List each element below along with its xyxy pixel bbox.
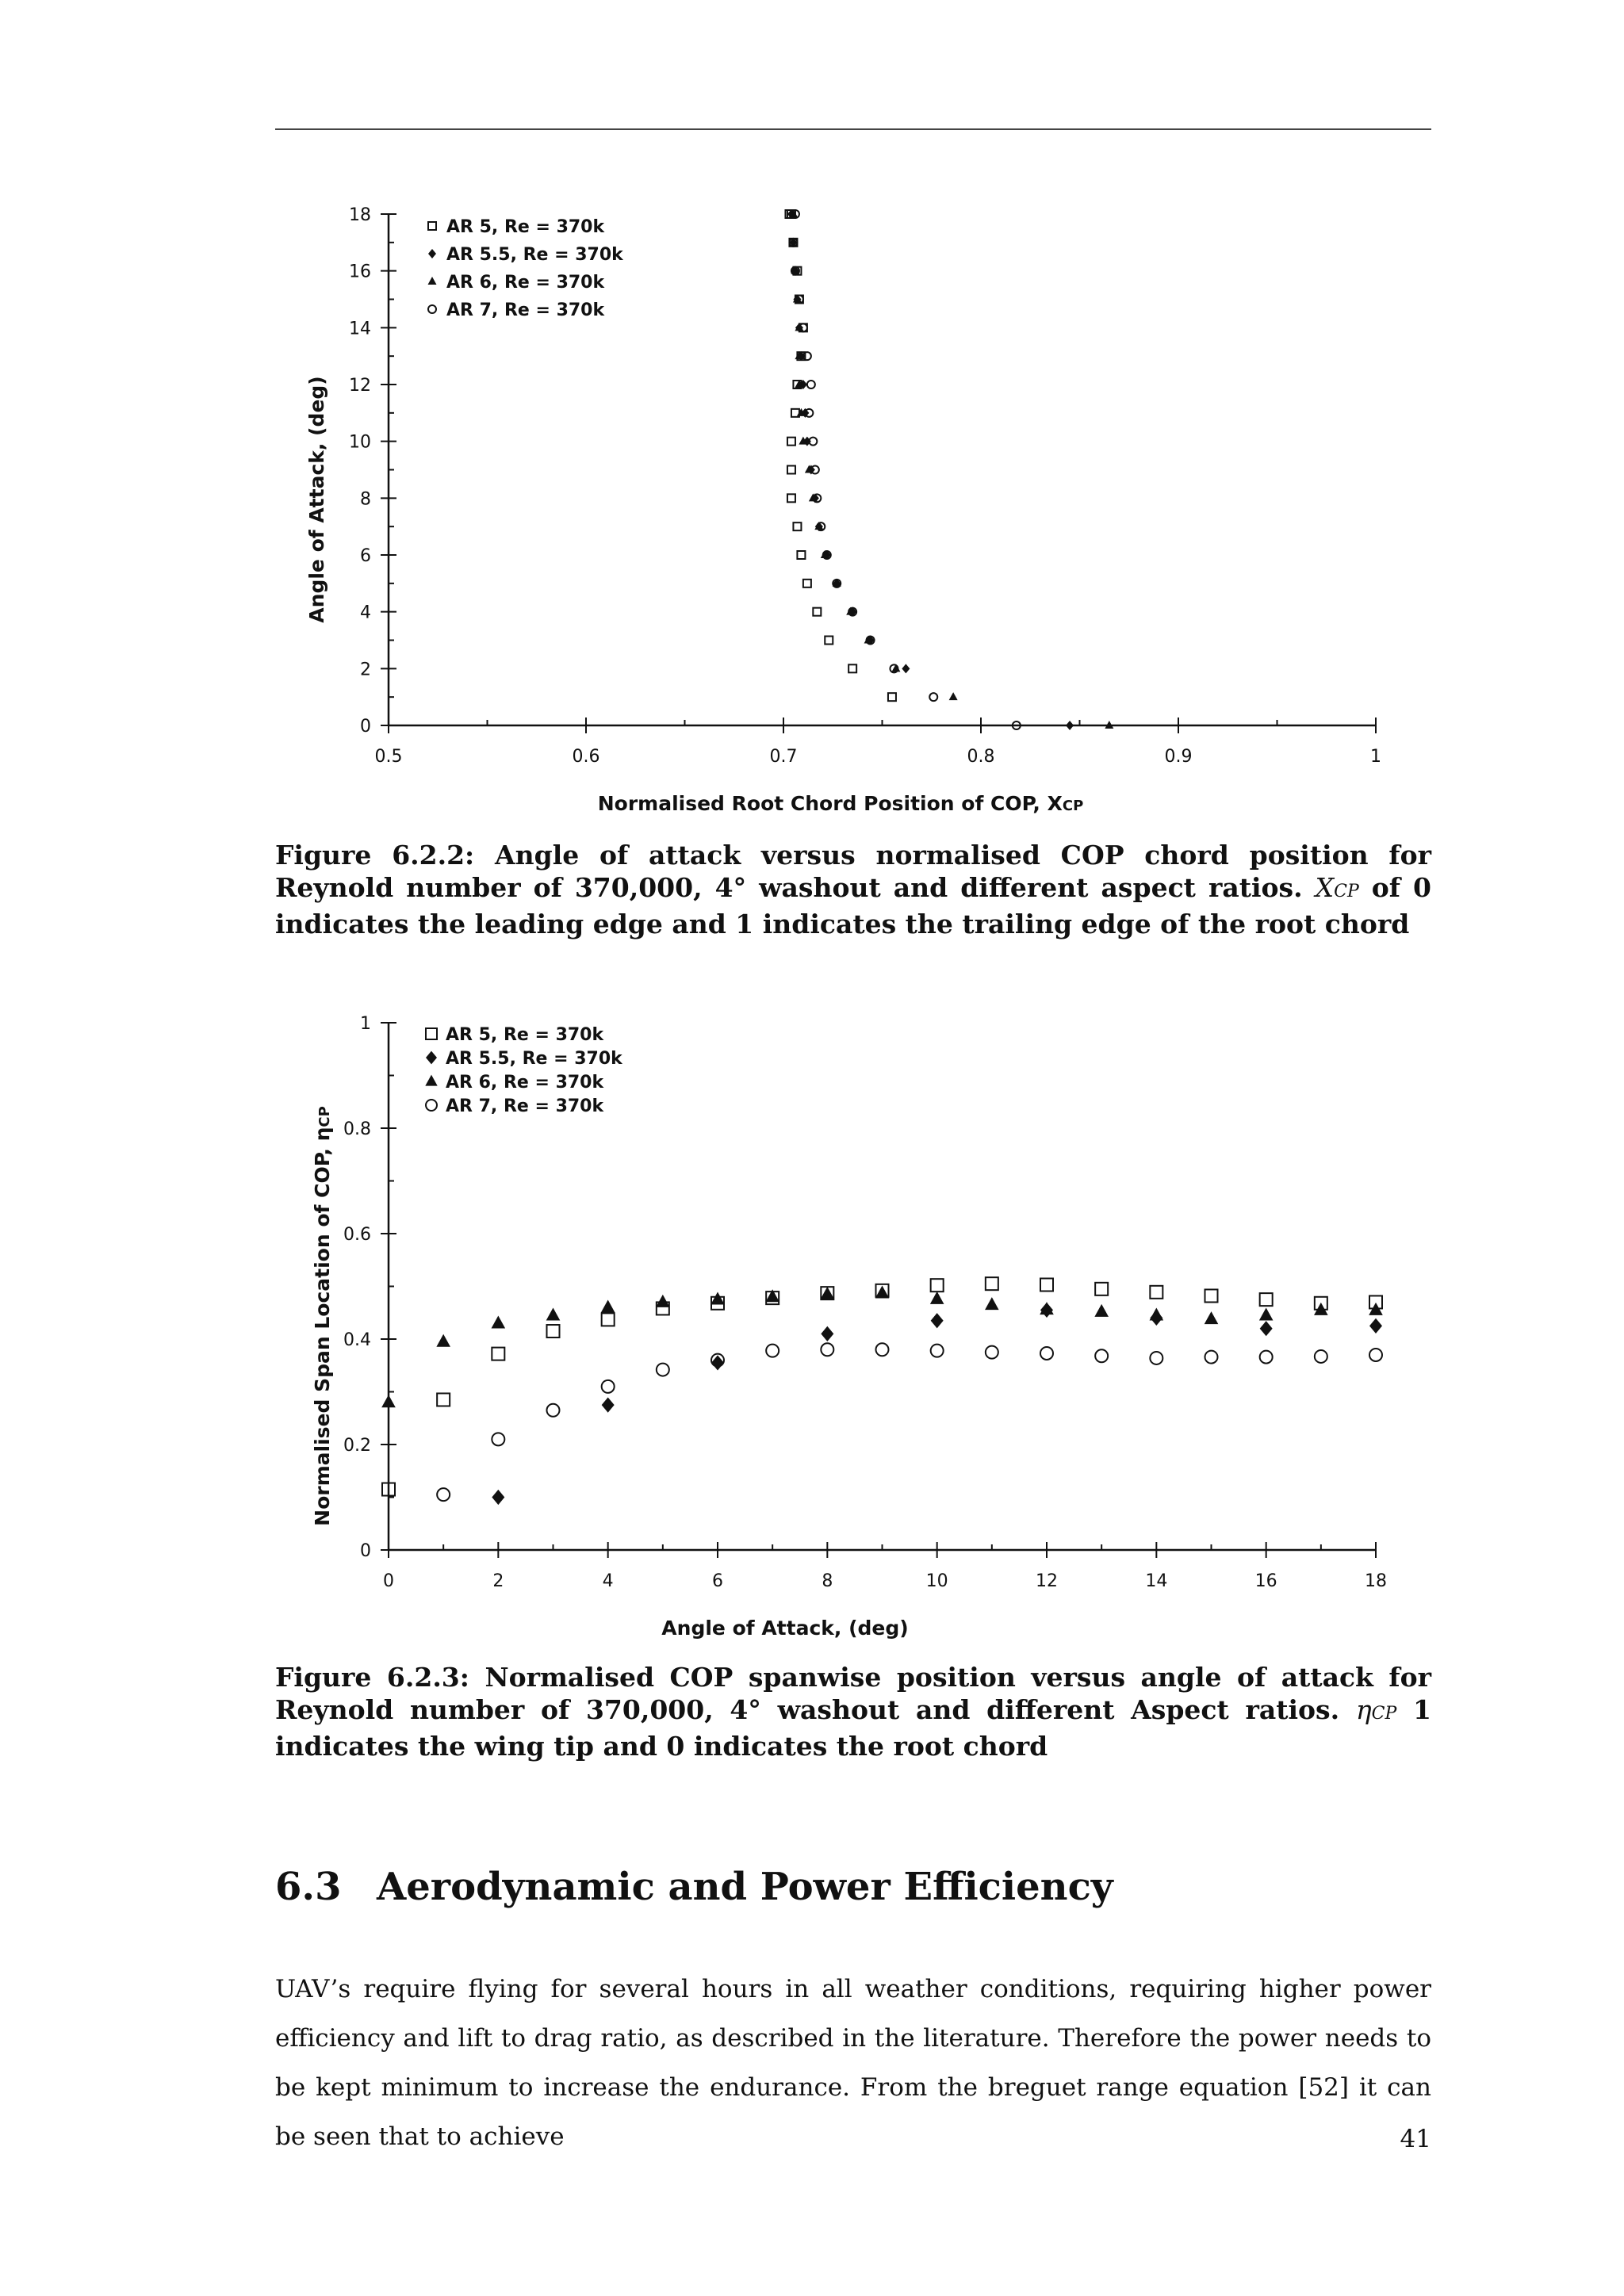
x-tick-label: 0.5: [374, 747, 403, 767]
x-tick-label: 8: [822, 1571, 833, 1591]
figure-6-2-2-caption: Figure 6.2.2: Angle of attack versus normalised COP chord position for Reynold number of 370,000, 4° washout and different aspect ratios. XCP of 0 indicates the leading edge and 1 indicates the trailing edge of the root chord: [275, 840, 1431, 939]
legend-marker-circle: [426, 1100, 437, 1111]
x-tick-label: 10: [925, 1571, 948, 1591]
data-point-circle: [492, 1433, 504, 1445]
x-tick-label: 0.6: [572, 747, 600, 767]
legend-marker-triangle: [428, 277, 437, 285]
page-number: 41: [1400, 2125, 1431, 2153]
figure-6-2-2-chart: [293, 198, 1419, 832]
data-point-circle: [1315, 1350, 1327, 1363]
x-tick-label: 0.8: [967, 747, 995, 767]
data-point-circle: [657, 1364, 669, 1376]
data-point-circle: [821, 1343, 833, 1356]
y-tick-label: 0.2: [343, 1436, 371, 1456]
x-tick-label: 1: [1370, 747, 1381, 767]
data-point-square: [931, 1279, 944, 1292]
data-point-square: [1205, 1289, 1218, 1302]
data-point-diamond: [931, 1313, 944, 1328]
legend-label: AR 5.5, Re = 370k: [446, 1049, 622, 1069]
y-tick-label: 0.8: [343, 1119, 371, 1139]
figure-6-2-3-caption: Figure 6.2.3: Normalised COP spanwise position versus angle of attack for Reynold number of 370,000, 4° washout and different Aspect ratios. ηCP 1 indicates the wing tip and 0 indicates the root chord: [275, 1662, 1431, 1762]
data-point-square: [1095, 1283, 1108, 1295]
x-tick-label: 0: [383, 1571, 394, 1591]
data-point-circle: [986, 1346, 998, 1359]
data-point-triangle: [1205, 1311, 1219, 1324]
data-point-triangle: [656, 1295, 670, 1307]
data-point-triangle: [546, 1307, 561, 1320]
data-point-triangle: [821, 1287, 835, 1299]
data-point-diamond: [711, 1355, 724, 1370]
x-tick-label: 12: [1036, 1571, 1058, 1591]
y-tick-label: 2: [360, 660, 371, 680]
data-point-diamond: [602, 1398, 615, 1413]
section-title: Aerodynamic and Power Efficiency: [377, 1865, 1113, 1909]
data-point-triangle: [601, 1300, 615, 1313]
x-tick-label: 0.7: [769, 747, 798, 767]
data-point-square: [492, 1348, 504, 1360]
legend-label: AR 5.5, Re = 370k: [446, 245, 623, 265]
y-tick-label: 0.4: [343, 1330, 371, 1350]
data-point-square: [1040, 1279, 1053, 1292]
data-point-circle: [931, 1345, 944, 1357]
data-point-triangle: [1150, 1307, 1164, 1320]
data-point-triangle: [710, 1292, 725, 1305]
x-tick-label: 2: [492, 1571, 504, 1591]
data-point-diamond: [902, 664, 910, 673]
data-point-circle: [1095, 1349, 1108, 1362]
data-point-triangle: [1094, 1304, 1109, 1317]
data-point-square: [787, 438, 795, 446]
figure-6-2-3-chart: [293, 1007, 1419, 1641]
data-point-square: [797, 551, 805, 559]
x-tick-label: 14: [1145, 1571, 1168, 1591]
data-point-square: [547, 1325, 560, 1337]
y-tick-label: 16: [349, 262, 371, 282]
section-number: 6.3: [275, 1865, 342, 1909]
y-tick-label: 0.6: [343, 1225, 371, 1245]
data-point-circle: [1040, 1347, 1053, 1360]
data-point-square: [825, 637, 833, 645]
data-point-triangle: [949, 692, 958, 700]
data-point-circle: [1260, 1351, 1273, 1364]
legend-label: AR 7, Re = 370k: [446, 1096, 604, 1116]
data-point-square: [1150, 1286, 1162, 1299]
data-point-circle: [807, 381, 815, 388]
data-point-diamond: [492, 1490, 504, 1505]
data-point-diamond: [821, 1326, 833, 1341]
legend-marker-diamond: [428, 249, 436, 258]
data-point-square: [986, 1277, 998, 1290]
data-point-square: [848, 664, 856, 672]
legend-label: AR 6, Re = 370k: [446, 1073, 604, 1093]
y-tick-label: 8: [360, 489, 371, 510]
legend-marker-triangle: [425, 1075, 437, 1086]
data-point-circle: [876, 1343, 889, 1356]
data-point-square: [1260, 1293, 1273, 1306]
data-point-circle: [929, 693, 937, 701]
legend-label: AR 5, Re = 370k: [446, 217, 605, 237]
data-point-square: [602, 1313, 615, 1326]
legend-label: AR 6, Re = 370k: [446, 273, 605, 293]
legend-marker-square: [428, 222, 436, 230]
data-point-square: [888, 693, 896, 701]
chart2-y-axis-label: Normalised Span Location of COP, ηCP: [311, 1106, 334, 1526]
data-point-circle: [547, 1404, 560, 1417]
y-tick-label: 12: [349, 376, 371, 396]
data-point-circle: [1205, 1351, 1218, 1364]
x-tick-label: 16: [1254, 1571, 1277, 1591]
data-point-circle: [437, 1488, 450, 1501]
y-tick-label: 6: [360, 546, 371, 566]
data-point-circle: [766, 1345, 779, 1357]
chart1-y-axis-label: Angle of Attack, (deg): [305, 376, 328, 623]
data-point-square: [803, 580, 811, 587]
legend-label: AR 5, Re = 370k: [446, 1025, 604, 1045]
data-point-triangle: [930, 1292, 944, 1304]
x-tick-label: 18: [1365, 1571, 1387, 1591]
data-point-diamond: [1260, 1321, 1273, 1336]
data-point-diamond: [1066, 721, 1074, 730]
data-point-triangle: [436, 1334, 450, 1347]
legend-marker-diamond: [426, 1051, 437, 1065]
data-point-triangle: [1259, 1307, 1274, 1320]
data-point-square: [793, 522, 801, 530]
data-point-triangle: [985, 1297, 999, 1310]
y-tick-label: 10: [349, 432, 371, 453]
data-point-triangle: [875, 1286, 890, 1299]
y-tick-label: 4: [360, 603, 371, 623]
data-point-circle: [1150, 1352, 1162, 1364]
legend-marker-circle: [428, 305, 436, 313]
chart1-x-axis-label: Normalised Root Chord Position of COP, XCP: [597, 792, 1084, 815]
y-tick-label: 0: [360, 717, 371, 737]
body-paragraph: UAV’s require flying for several hours in all weather conditions, requiring higher power efficiency and lift to drag ratio, as described in the literature. Therefore the power needs to be kept minimum to increase the endurance. From the breguet range equation [52] it can be seen that to achieve: [275, 1975, 1431, 2151]
y-tick-label: 1: [360, 1014, 371, 1034]
data-point-triangle: [1040, 1302, 1054, 1314]
data-point-triangle: [492, 1315, 506, 1328]
legend-label: AR 7, Re = 370k: [446, 300, 605, 320]
section-heading: [275, 1865, 1113, 1909]
data-point-square: [437, 1393, 450, 1406]
data-point-square: [813, 608, 821, 616]
data-point-square: [787, 466, 795, 474]
y-tick-label: 18: [349, 205, 371, 225]
header-rule: [275, 128, 1431, 130]
chart2-x-axis-label: Angle of Attack, (deg): [661, 1617, 909, 1640]
data-point-triangle: [381, 1395, 396, 1407]
y-tick-label: 14: [349, 319, 371, 339]
data-point-square: [787, 494, 795, 502]
data-point-circle: [602, 1380, 615, 1393]
x-tick-label: 6: [712, 1571, 723, 1591]
x-tick-label: 4: [602, 1571, 614, 1591]
legend-marker-square: [426, 1028, 437, 1039]
data-point-circle: [1369, 1349, 1382, 1361]
x-tick-label: 0.9: [1164, 747, 1193, 767]
y-tick-label: 0: [360, 1541, 371, 1561]
data-point-diamond: [1369, 1318, 1382, 1334]
